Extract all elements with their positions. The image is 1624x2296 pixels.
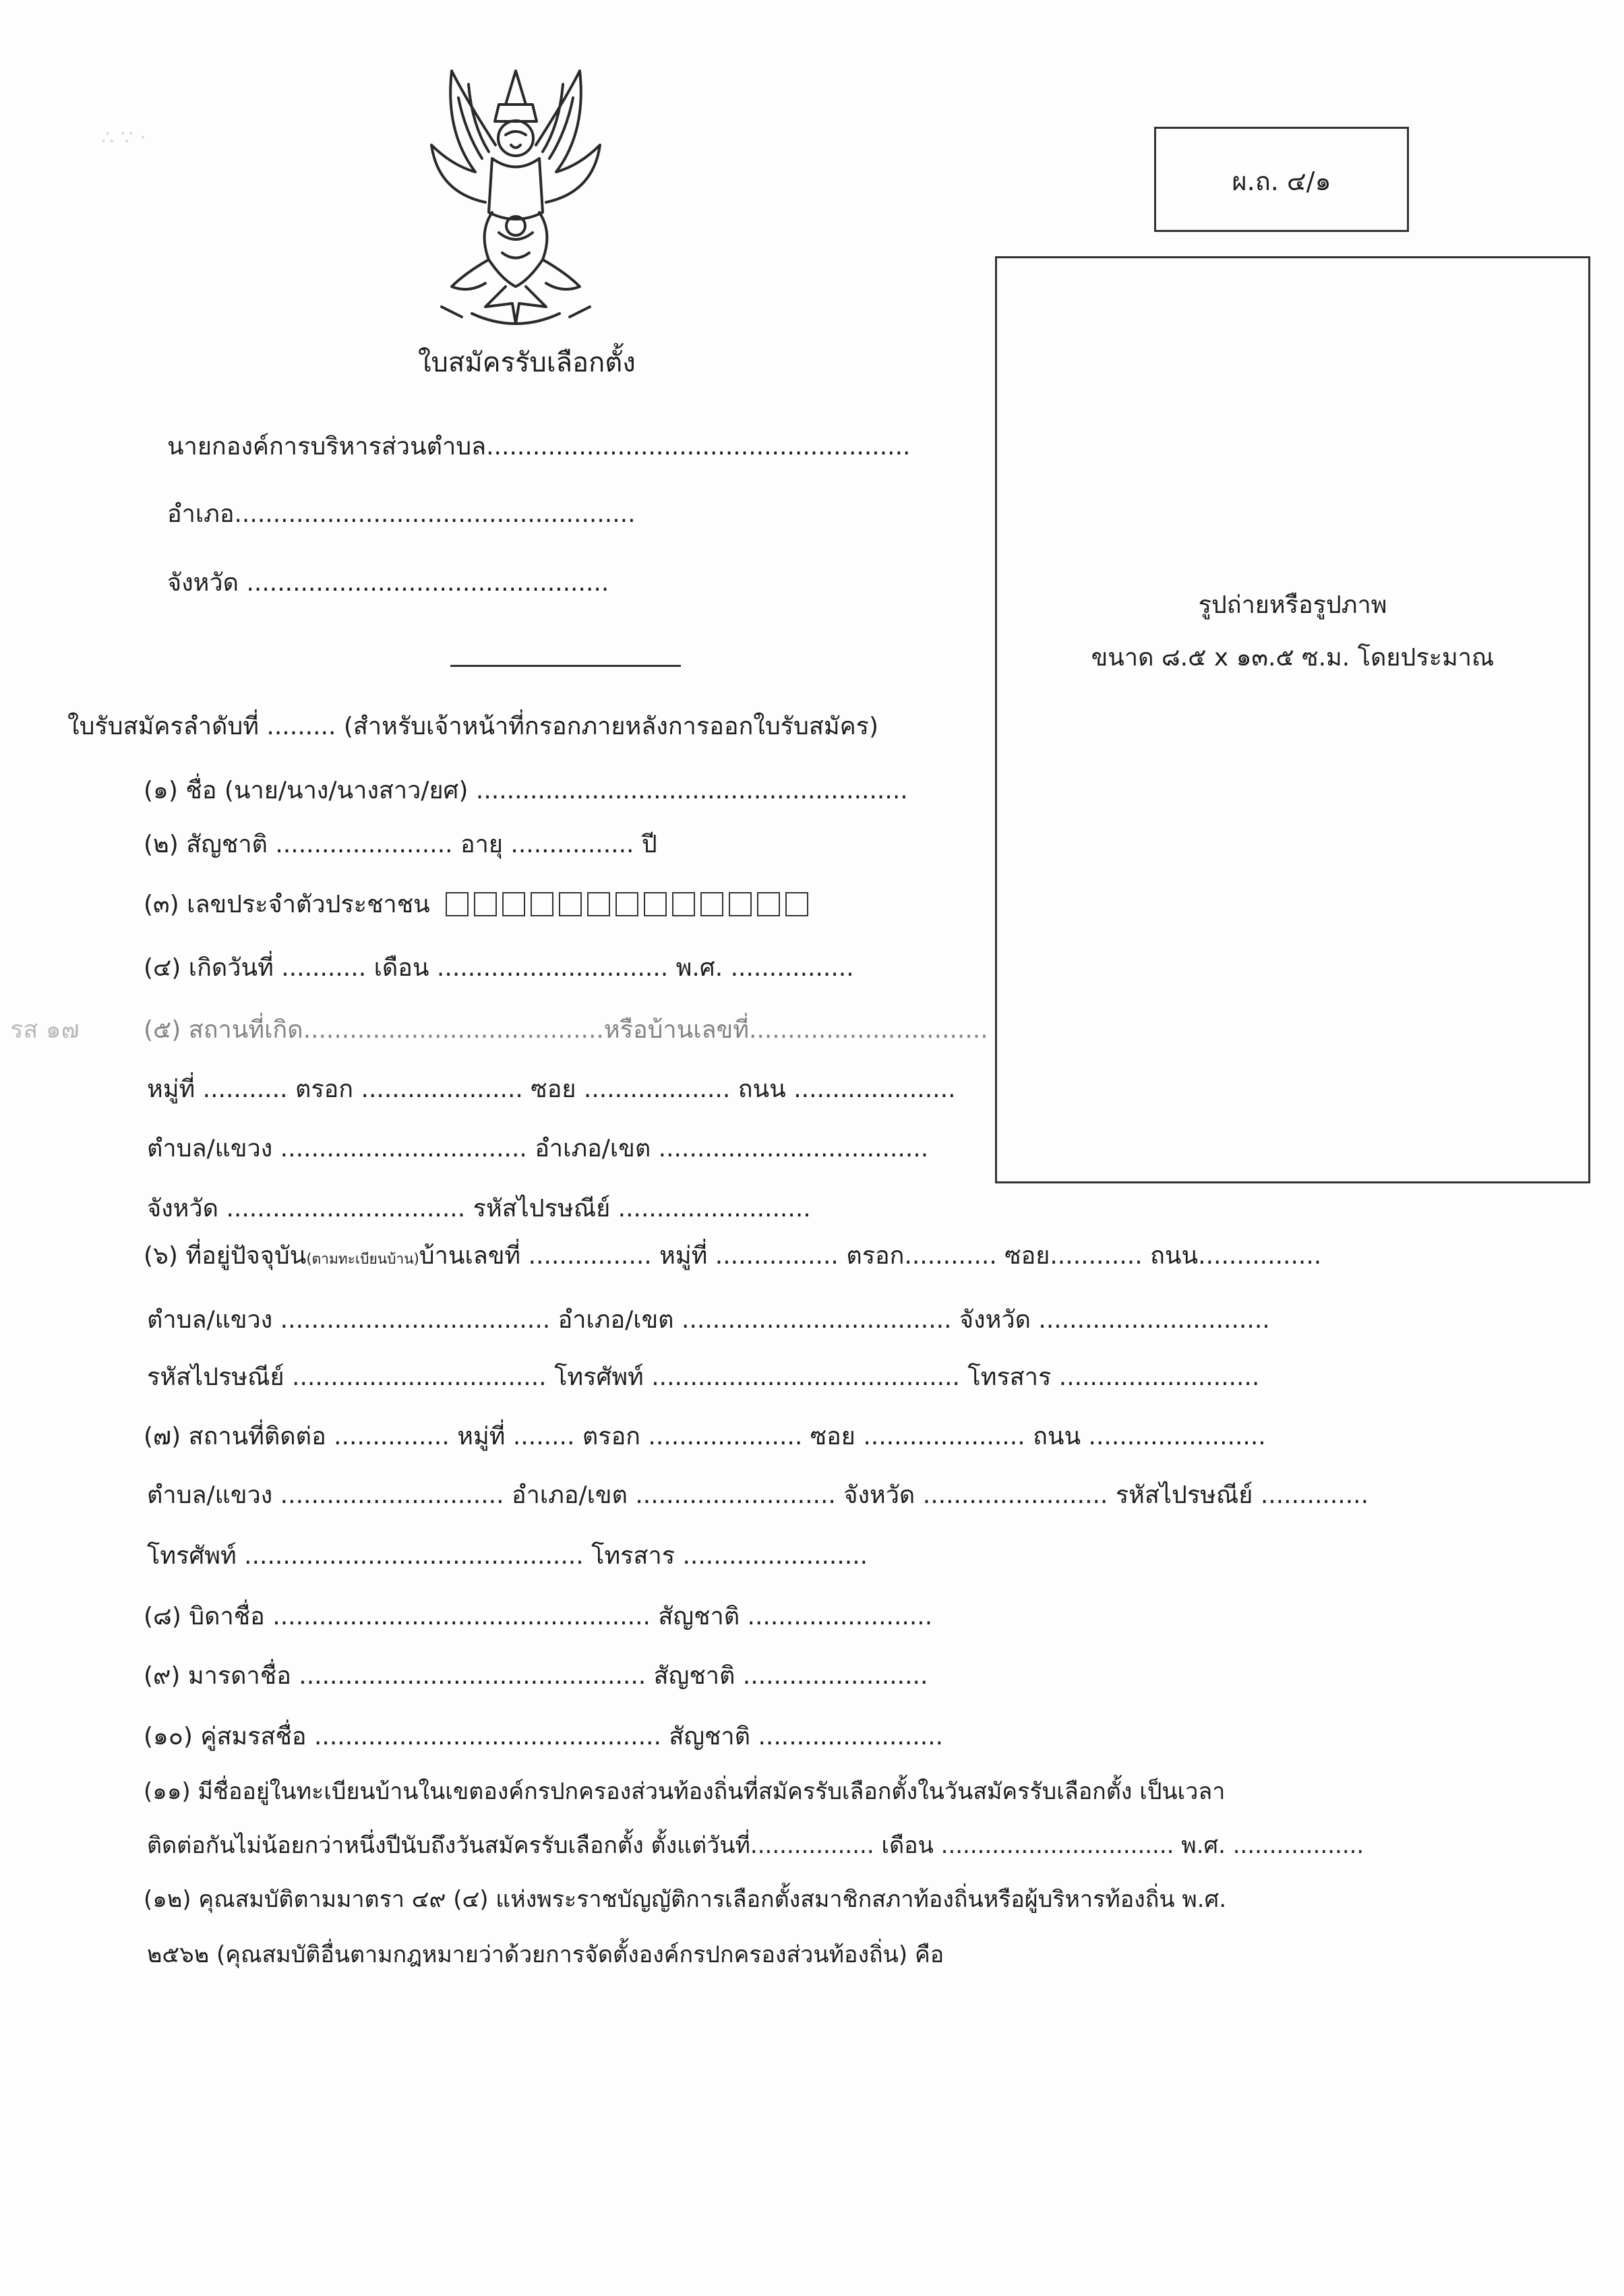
form-code: ผ.ถ. ๔/๑	[1232, 167, 1331, 196]
photo-box	[995, 256, 1590, 1183]
header-divider	[450, 665, 681, 667]
item-8-father: (๘) บิดาชื่อ ................................................. สัญชาติ ........................	[144, 1603, 933, 1630]
item-4-birthdate: (๔) เกิดวันที่ ........... เดือน .............................. พ.ศ. ................	[144, 954, 854, 982]
item-6-house: บ้านเลขที่ ................ หมู่ที่ ................ ตรอก............ ซอย............ ถนน................	[419, 1242, 1322, 1270]
photo-box-line1: รูปถ่ายหรือรูปภาพ	[1198, 591, 1387, 619]
item-10-spouse: (๑๐) คู่สมรสชื่อ ............................................. สัญชาติ ........................	[144, 1723, 944, 1750]
header-province: จังหวัด ...............................................	[167, 569, 609, 597]
item-6-address-c: รหัสไปรษณีย์ ................................. โทรศัพท์ ........................................ โทรสาร ..........................	[147, 1363, 1260, 1391]
item-1-name: (๑) ชื่อ (นาย/นาง/นางสาว/ยศ) ........................................................	[144, 777, 908, 804]
item-12-qualification-a: (๑๒) คุณสมบัติตามมาตรา ๔๙ (๔) แห่งพระราชบัญญัติการเลือกตั้งสมาชิกสภาท้องถิ่นหรือผู้บริหารท้องถิ่น พ.ศ.	[144, 1886, 1227, 1913]
item-3-id-number	[144, 892, 808, 917]
item-5-address-a: หมู่ที่ ........... ตรอก ..................... ซอย ................... ถนน .....................	[147, 1076, 956, 1103]
item-6-current-address	[144, 1244, 1321, 1268]
header-district: อำเภอ....................................................	[167, 500, 636, 528]
item-7-contact: (๗) สถานที่ติดต่อ ............... หมู่ที่ ........ ตรอก .................... ซอย ..................... ถนน .......................	[144, 1423, 1266, 1450]
item-5-address-c: จังหวัด ............................... รหัสไปรษณีย์ .........................	[147, 1195, 811, 1223]
item-6-label: (๖) ที่อยู่ปัจจุบัน	[144, 1242, 307, 1270]
item-11-residence-a: (๑๑) มีชื่ออยู่ในทะเบียนบ้านในเขตองค์กรปกครองส่วนท้องถิ่นที่สมัครรับเลือกตั้งในวันสมัครรับเลือกตั้ง เป็นเวลา	[144, 1778, 1226, 1805]
header-position: นายกองค์การบริหารส่วนตำบล.......................................................	[167, 433, 911, 461]
item-5-birthplace: (๕) สถานที่เกิด.......................................หรือบ้านเลขที่...............................	[144, 1016, 988, 1044]
scan-artifact: ∴ ∵ ·	[101, 126, 146, 150]
photo-box-line2: ขนาด ๘.๕ x ๑๓.๕ ซ.ม. โดยประมาณ	[1091, 644, 1495, 672]
item-5-birthplace-ref: รส ๑๗	[10, 1016, 80, 1044]
item-11-residence-b: ติดต่อกันไม่น้อยกว่าหนึ่งปีนับถึงวันสมัครรับเลือกตั้ง ตั้งแต่วันที่................. เดือน ................................ พ.ศ. ..................	[147, 1832, 1364, 1859]
item-12-qualification-b: ๒๕๖๒ (คุณสมบัติอื่นตามกฎหมายว่าด้วยการจัดตั้งองค์กรปกครองส่วนท้องถิ่น) คือ	[147, 1941, 944, 1968]
id-boxes	[446, 891, 808, 918]
item-2-nationality-age: (๒) สัญชาติ ....................... อายุ ................ ปี	[144, 831, 657, 858]
page-title: ใบสมัครรับเลือกตั้ง	[418, 347, 636, 378]
item-6-note: (ตามทะเบียนบ้าน)	[306, 1251, 419, 1267]
item-7-address-b: ตำบล/แขวง ............................. อำเภอ/เขต .......................... จังหวัด ........................ รหัสไปรษณีย์ ..............	[147, 1481, 1369, 1509]
garuda-emblem	[404, 57, 627, 341]
item-5-address-b: ตำบล/แขวง ................................ อำเภอ/เขต ...................................	[147, 1135, 929, 1162]
item-3-label: (๓) เลขประจำตัวประชาชน	[144, 891, 430, 918]
sequence-line: ใบรับสมัครลำดับที่ ......... (สำหรับเจ้าหน้าที่กรอกภายหลังการออกใบรับสมัคร)	[67, 713, 879, 740]
item-6-address-b: ตำบล/แขวง ................................... อำเภอ/เขต ................................... จังหวัด ..............................	[147, 1306, 1270, 1334]
item-7-address-c: โทรศัพท์ ............................................ โทรสาร ........................	[147, 1542, 868, 1570]
item-9-mother: (๙) มารดาชื่อ ............................................. สัญชาติ ........................	[144, 1662, 928, 1690]
